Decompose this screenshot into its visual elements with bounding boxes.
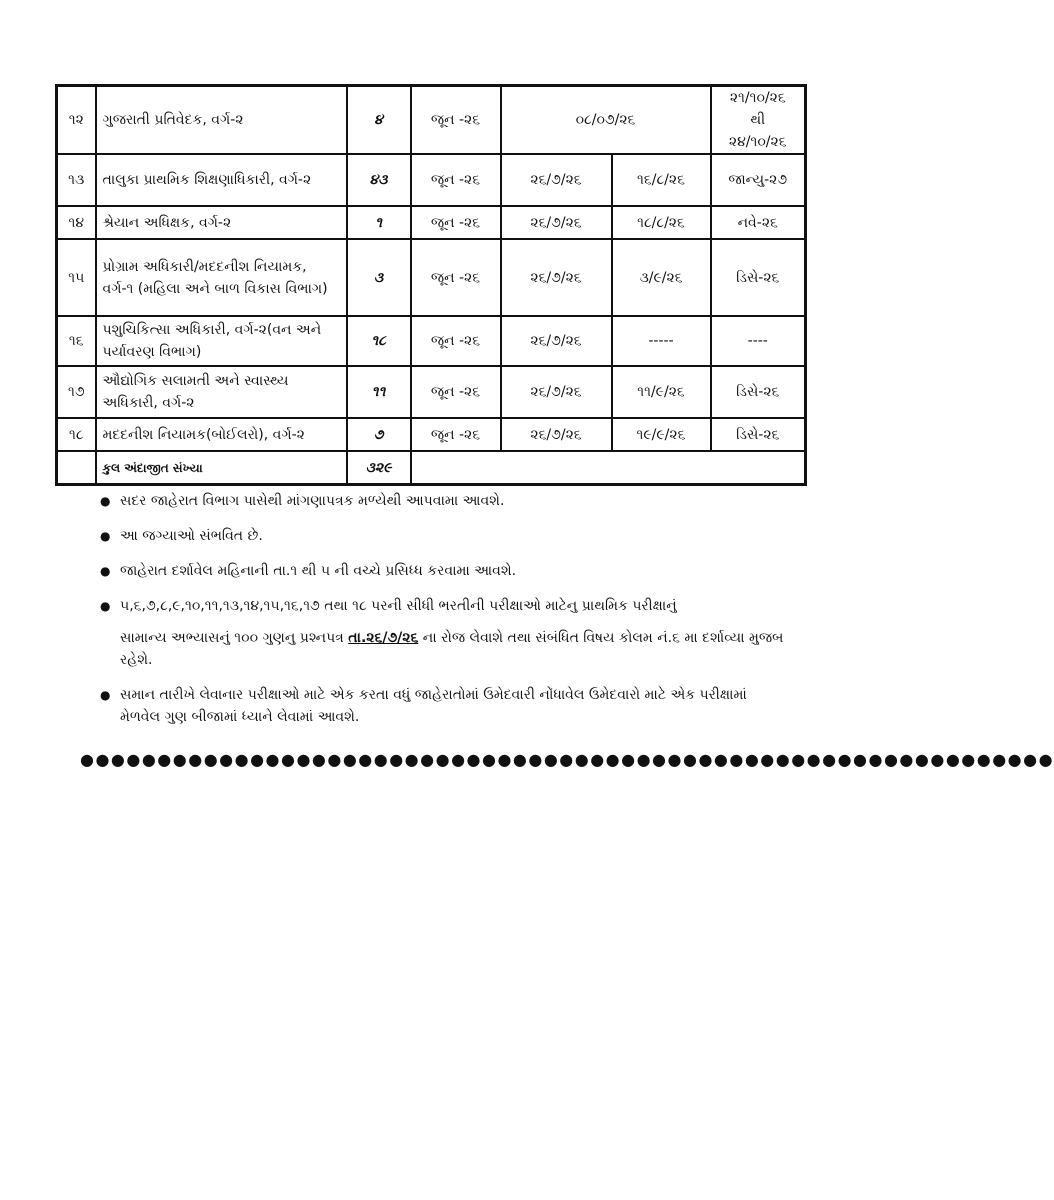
note-text: આ જગ્યાઓ સંભવિત છે. bbox=[120, 528, 263, 544]
note-text: સદર જાહેરાત વિભાગ પાસેથી માંગણાપત્રક મળ્યેથી આપવામા આવશે. bbox=[120, 493, 505, 509]
note-text: જાહેરાત દર્શાવેલ મહિનાની તા.૧ થી ૫ ની વચ્ચે પ્રસિધ્ધ કરવામા આવશે. bbox=[120, 563, 517, 579]
post-name: શ્રેયાન અધિક્ષક, વર્ગ-૨ bbox=[96, 206, 347, 239]
advertisement-month: જૂન -૨૬ bbox=[411, 418, 501, 451]
interview-month: ડિસે-૨૬ bbox=[711, 418, 806, 451]
interview-month: ---- bbox=[711, 316, 806, 366]
prelim-exam-date: ૨૬/૭/૨૬ bbox=[501, 206, 612, 239]
exam-date: ૦૮/૦૭/૨૬ bbox=[501, 86, 711, 155]
interview-start: ૨૧/૧૦/૨૬ bbox=[729, 90, 786, 106]
total-label: કુલ અંદાજીત સંખ્યા bbox=[96, 451, 347, 485]
interview-month: ડિસે-૨૬ bbox=[711, 366, 806, 418]
mains-exam-date: ૧૧/૯/૨૬ bbox=[612, 366, 711, 418]
serial-number: ૧૨ bbox=[57, 86, 96, 155]
advertisement-month: જૂન -૨૬ bbox=[411, 239, 501, 316]
interview-to: થી bbox=[750, 112, 766, 128]
advertisement-month: જૂન -૨૬ bbox=[411, 206, 501, 239]
recruitment-schedule-table bbox=[55, 84, 807, 486]
note-item bbox=[100, 560, 790, 582]
prelim-exam-date: ૨૬/૭/૨૬ bbox=[501, 154, 612, 206]
note-text: સમાન તારીખે લેવાનાર પરીક્ષાઓ માટે એક કરતા વધું જાહેરાતોમાં ઉમેદવારી નોંધાવેલ ઉમેદવારો માટે એક પરીક્ષામાં મેળવેલ ગુણ બીજામાં ધ્યાને લેવામાં આવશે. bbox=[120, 687, 747, 725]
post-count: ૧ bbox=[347, 206, 411, 239]
advertisement-month: જૂન -૨૬ bbox=[411, 86, 501, 155]
total-blank-span bbox=[411, 451, 806, 485]
serial-number: ૧૮ bbox=[57, 418, 96, 451]
table-row bbox=[57, 239, 806, 316]
note-item bbox=[100, 684, 790, 728]
table-row bbox=[57, 366, 806, 418]
prelim-exam-date: ૨૬/૭/૨૬ bbox=[501, 418, 612, 451]
advertisement-month: જૂન -૨૬ bbox=[411, 366, 501, 418]
table-row bbox=[57, 86, 806, 155]
table-row bbox=[57, 418, 806, 451]
advertisement-month: જૂન -૨૬ bbox=[411, 154, 501, 206]
interview-month: નવે-૨૬ bbox=[711, 206, 806, 239]
serial-number: ૧૫ bbox=[57, 239, 96, 316]
note-item bbox=[100, 595, 790, 671]
post-name: ઔદ્યોગિક સલામતી અને સ્વાસ્થ્ય અધિકારી, વર્ગ-૨ bbox=[96, 366, 347, 418]
post-count: ૪ bbox=[347, 86, 411, 155]
table-row bbox=[57, 154, 806, 206]
note-item bbox=[100, 490, 790, 512]
post-count: ૪૩ bbox=[347, 154, 411, 206]
interview-month: જાન્યુ-૨૭ bbox=[711, 154, 806, 206]
note-item bbox=[100, 525, 790, 547]
serial-number: ૧૩ bbox=[57, 154, 96, 206]
notes-list bbox=[100, 490, 790, 741]
post-count: ૧૮ bbox=[347, 316, 411, 366]
mains-exam-date: ૧૬/૮/૨૬ bbox=[612, 154, 711, 206]
serial-number: ૧૭ bbox=[57, 366, 96, 418]
post-count: ૭ bbox=[347, 418, 411, 451]
note-text: ૫,૬,૭,૮,૯,૧૦,૧૧,૧૩,૧૪,૧૫,૧૬,૧૭ તથા ૧૮ પરની સીધી ભરતીની પરીક્ષાઓ માટેનુ પ્રાથમિક પરીક્ષાનું bbox=[120, 598, 677, 614]
total-empty-cell bbox=[57, 451, 96, 485]
post-count: ૧૧ bbox=[347, 366, 411, 418]
prelim-exam-date: ૨૬/૭/૨૬ bbox=[501, 366, 612, 418]
note-text: સામાન્ય અભ્યાસનું ૧૦૦ ગુણનુ પ્રશ્નપત્ર bbox=[120, 630, 349, 646]
table-row bbox=[57, 316, 806, 366]
post-name: ગુજરાતી પ્રતિવેદક, વર્ગ-૨ bbox=[96, 86, 347, 155]
total-row bbox=[57, 451, 806, 485]
post-count: ૩ bbox=[347, 239, 411, 316]
prelim-exam-date-highlight: તા.૨૬/૭/૨૬ bbox=[348, 630, 419, 646]
table-row bbox=[57, 206, 806, 239]
interview-end: ૨૪/૧૦/૨૬ bbox=[728, 134, 787, 150]
serial-number: ૧૪ bbox=[57, 206, 96, 239]
note-text: ના રોજ લેવાશે તથા સંબંધિત વિષય કોલમ નં.૬ મા દર્શાવ્યા મુજબ રહેશે. bbox=[120, 630, 784, 668]
dotted-separator: ●●●●●●●●●●●●●●●●●●●●●●●●●●●●●●●●●●●●●●●●●●●●●●●●●●●●●●●●●●●●●●● bbox=[80, 750, 1054, 769]
post-name: પ્રોગ્રામ અધિકારી/મદદનીશ નિયામક, વર્ગ-૧ (મહિલા અને બાળ વિકાસ વિભાગ) bbox=[96, 239, 347, 316]
prelim-exam-date: ૨૬/૭/૨૬ bbox=[501, 316, 612, 366]
prelim-exam-date: ૨૬/૭/૨૬ bbox=[501, 239, 612, 316]
mains-exam-date: ૧૯/૯/૨૬ bbox=[612, 418, 711, 451]
note-continuation bbox=[120, 627, 790, 671]
advertisement-month: જૂન -૨૬ bbox=[411, 316, 501, 366]
post-name: તાલુકા પ્રાથમિક શિક્ષણાધિકારી, વર્ગ-૨ bbox=[96, 154, 347, 206]
interview-date bbox=[711, 86, 806, 155]
mains-exam-date: ----- bbox=[612, 316, 711, 366]
post-name: પશુચિકિત્સા અધિકારી, વર્ગ-૨(વન અને પર્યાવરણ વિભાગ) bbox=[96, 316, 347, 366]
serial-number: ૧૬ bbox=[57, 316, 96, 366]
post-name: મદદનીશ નિયામક(બોઈલરો), વર્ગ-૨ bbox=[96, 418, 347, 451]
total-count: ૩૨૯ bbox=[347, 451, 411, 485]
mains-exam-date: ૧૮/૮/૨૬ bbox=[612, 206, 711, 239]
interview-month: ડિસે-૨૬ bbox=[711, 239, 806, 316]
mains-exam-date: ૩/૯/૨૬ bbox=[612, 239, 711, 316]
